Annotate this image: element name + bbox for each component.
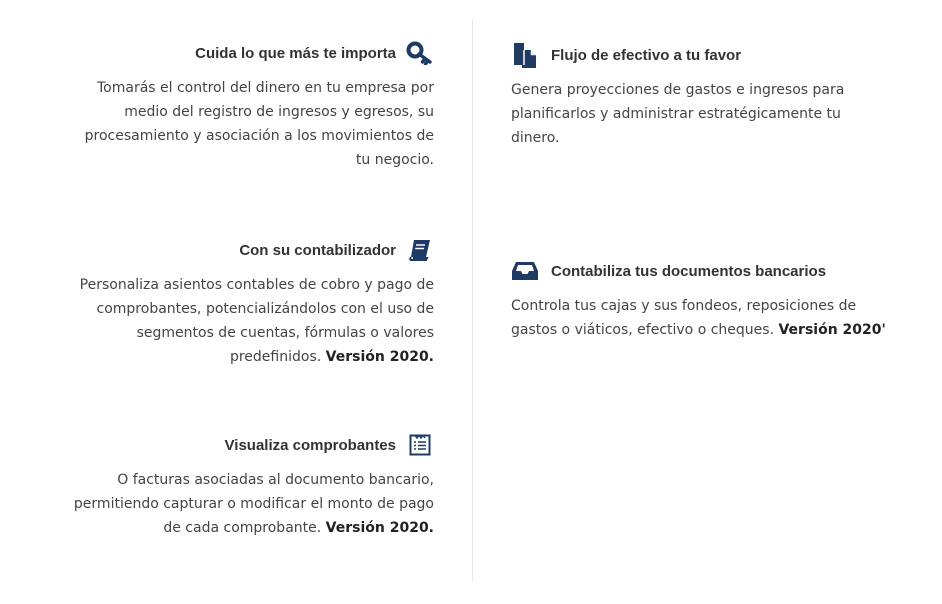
feature-description: Personaliza asientos contables de cobro y pago de comprobantes, potencializándolos con el uso de segmentos de cuentas, fórmulas o valores predefinidos. Versión 2020. (79, 277, 434, 365)
feature-description: O facturas asociadas al documento bancario, permitiendo capturar o modificar el monto de pago de cada comprobante. Versión 2020. (73, 472, 434, 536)
book-icon (406, 237, 434, 263)
feature-cuida (4, 40, 434, 172)
receipt-list-icon (406, 432, 434, 458)
version-label: Versión 2020. (325, 349, 434, 365)
version-label: Versión 2020' (778, 322, 886, 338)
feature-description: Tomarás el control del dinero en tu empresa por medio del registro de ingresos y egresos, su procesamiento y asociación a los movimientos de tu negocio. (84, 80, 434, 168)
feature-bancarios (511, 258, 931, 342)
feature-title: Cuida lo que más te importa (195, 44, 396, 62)
feature-description: Genera proyecciones de gastos e ingresos para planificarlos y administrar estratégicamente tu dinero. (511, 82, 845, 146)
feature-title: Contabiliza tus documentos bancarios (551, 262, 827, 280)
feature-title: Con su contabilizador (239, 241, 396, 259)
feature-contabilizador (4, 237, 434, 369)
feature-title: Visualiza comprobantes (224, 436, 396, 454)
inbox-tray-icon (511, 258, 539, 284)
feature-flujo (511, 42, 931, 150)
feature-description: Controla tus cajas y sus fondeos, reposiciones de gastos o viáticos, efectivo o cheques. Versión 2020' (511, 298, 886, 338)
feature-visualiza (4, 432, 434, 540)
version-label: Versión 2020. (325, 520, 434, 536)
column-divider (472, 20, 473, 582)
key-icon (406, 40, 434, 66)
documents-icon (511, 42, 539, 68)
feature-title: Flujo de efectivo a tu favor (551, 46, 742, 64)
